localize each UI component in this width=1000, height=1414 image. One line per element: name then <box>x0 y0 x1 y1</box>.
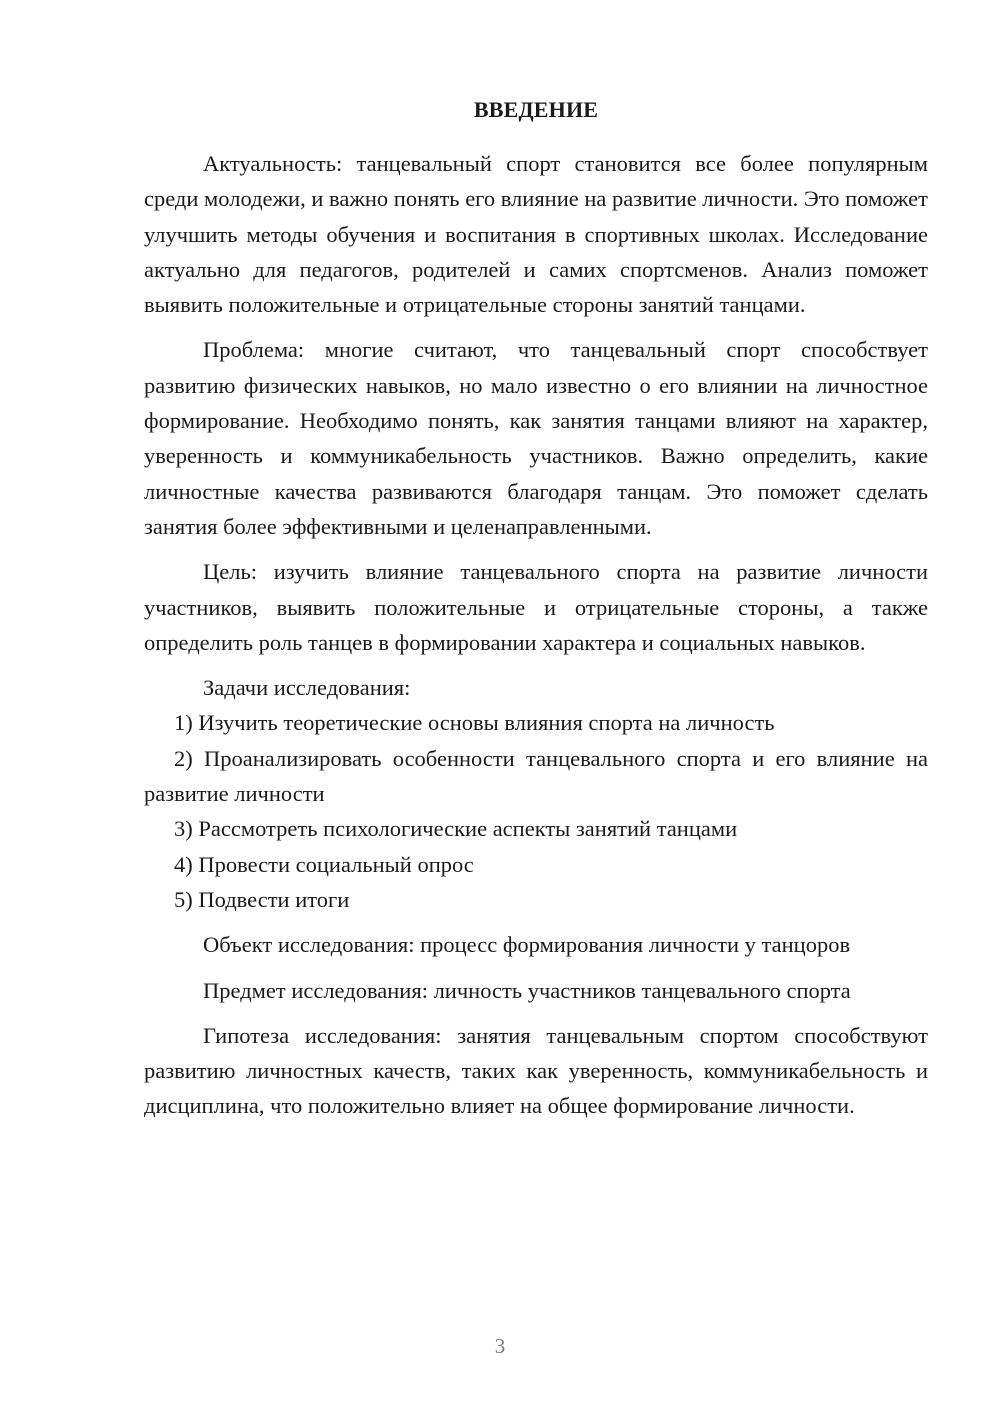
object-paragraph: Объект исследования: процесс формирования личности у танцоров <box>203 932 851 958</box>
problem-paragraph: Проблема: многие считают, что танцевальный спорт способствует развитию физических навыков, но мало известно о его влиянии на личностное формирование. Необходимо понять, как занятия танцами влияют на характер, уверенность и коммуникабельность участников. Важно определить, какие личностные качества развиваются благодаря танцам. Это поможет сделать занятия более эффективными и целенаправленными. <box>144 337 928 539</box>
list-item: 1) Изучить теоретические основы влияния спорта на личность <box>174 710 775 736</box>
page-title: ВВЕДЕНИЕ <box>473 97 599 122</box>
hypothesis-paragraph: Гипотеза исследования: занятия танцевальным спортом способствуют развитию личностных качеств, таких как уверенность, коммуникабельность и дисциплина, что положительно влияет на общее формирование личности. <box>144 1022 928 1119</box>
page-number: 3 <box>494 1334 506 1358</box>
list-item: 4) Провести социальный опрос <box>174 851 474 877</box>
subject-paragraph: Предмет исследования: личность участников танцевального спорта <box>203 977 851 1003</box>
relevance-paragraph: Актуальность: танцевальный спорт становится все более популярным среди молодежи, и важно понять его влияние на развитие личности. Это поможет улучшить методы обучения и воспитания в спортивных школах. Исследование актуально для педагогов, родителей и самих спортсменов. Анализ поможет выявить положительные и отрицательные стороны занятий танцами. <box>144 151 928 318</box>
list-item: 2) Проанализировать особенности танцевального спорта и его влияние на развитие личности <box>144 745 928 807</box>
list-item: 5) Подвести итоги <box>174 886 350 912</box>
tasks-title: Задачи исследования: <box>203 675 411 701</box>
goal-paragraph: Цель: изучить влияние танцевального спорта на развитие личности участников, выявить положительные и отрицательные стороны, а также определить роль танцев в формировании характера и социальных навыков. <box>144 559 928 655</box>
document-page <box>144 96 928 1124</box>
list-item: 3) Рассмотреть психологические аспекты занятий танцами <box>174 816 738 842</box>
tasks-list <box>144 705 928 917</box>
